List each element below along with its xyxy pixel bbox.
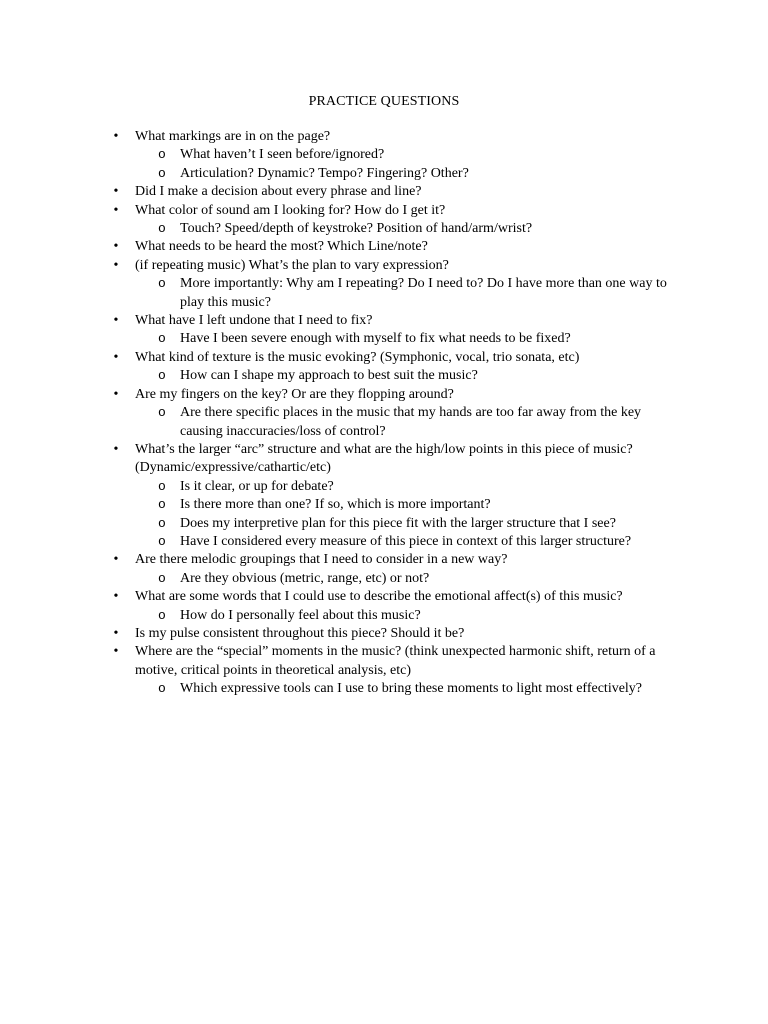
bullet-icon: • — [113, 239, 119, 255]
sub-question-item — [0, 533, 768, 551]
circle-bullet-icon: o — [158, 165, 166, 181]
bullet-icon: • — [113, 625, 119, 641]
circle-bullet-icon: o — [158, 147, 166, 163]
bullet-icon: • — [113, 129, 119, 144]
circle-bullet-icon: o — [158, 405, 166, 421]
question-row — [0, 551, 768, 569]
question-row — [0, 312, 768, 330]
question-row — [0, 625, 768, 643]
bullet-icon: • — [113, 202, 119, 218]
question-row — [0, 128, 768, 146]
bullet-icon: • — [113, 552, 119, 568]
sub-question-item — [0, 570, 768, 588]
sub-question-text: Touch? Speed/depth of keystroke? Position of hand/arm/wrist? — [180, 221, 533, 237]
sub-question-text: Have I been severe enough with myself to fix what needs to be fixed? — [180, 331, 571, 347]
sub-question-text: Are there specific places in the music that my hands are too far away from the key causing inaccuracies/loss of control? — [180, 405, 642, 439]
circle-bullet-icon: o — [158, 533, 166, 549]
sub-question-list — [0, 404, 768, 441]
question-item — [0, 625, 768, 643]
circle-bullet-icon: o — [158, 368, 166, 384]
question-text: What markings are in on the page? — [135, 129, 331, 144]
sub-question-item — [0, 607, 768, 625]
question-item — [0, 202, 768, 239]
sub-question-text: Is there more than one? If so, which is more important? — [180, 497, 491, 513]
sub-question-list — [0, 367, 768, 385]
sub-question-list — [0, 220, 768, 238]
question-row — [0, 257, 768, 275]
question-text: Is my pulse consistent throughout this piece? Should it be? — [135, 625, 465, 641]
sub-question-list — [0, 478, 768, 552]
question-text: Are my fingers on the key? Or are they flopping around? — [135, 386, 454, 402]
question-row — [0, 588, 768, 606]
question-text: What color of sound am I looking for? How do I get it? — [135, 202, 446, 218]
sub-question-item — [0, 496, 768, 514]
question-item — [0, 128, 768, 183]
bullet-icon: • — [113, 441, 119, 457]
question-text: Are there melodic groupings that I need to consider in a new way? — [135, 552, 508, 568]
sub-question-text: Are they obvious (metric, range, etc) or not? — [180, 570, 430, 586]
sub-question-text: Articulation? Dynamic? Tempo? Fingering? Other? — [180, 165, 469, 181]
question-row — [0, 202, 768, 220]
bullet-icon: • — [113, 349, 119, 365]
question-text: What needs to be heard the most? Which Line/note? — [135, 239, 428, 255]
question-text: (if repeating music) What’s the plan to vary expression? — [135, 257, 449, 273]
question-item — [0, 386, 768, 441]
question-row — [0, 643, 768, 680]
bullet-icon: • — [113, 313, 119, 329]
bullet-icon: • — [113, 257, 119, 273]
question-item — [0, 643, 768, 698]
bullet-icon: • — [113, 184, 119, 200]
question-text: What have I left undone that I need to fix? — [135, 313, 373, 329]
question-row — [0, 238, 768, 256]
question-text: Where are the “special” moments in the music? (think unexpected harmonic shift, return of a motive, critical points in theoretical analysis, etc) — [135, 644, 656, 678]
sub-question-list — [0, 680, 768, 698]
sub-question-item — [0, 220, 768, 238]
question-item — [0, 551, 768, 588]
circle-bullet-icon: o — [158, 570, 166, 586]
sub-question-item — [0, 515, 768, 533]
sub-question-list — [0, 570, 768, 588]
bullet-icon: • — [113, 386, 119, 402]
sub-question-text: Does my interpretive plan for this piece fit with the larger structure that I see? — [180, 515, 616, 531]
sub-question-item — [0, 330, 768, 348]
sub-question-text: Is it clear, or up for debate? — [180, 478, 334, 494]
question-text: What are some words that I could use to describe the emotional affect(s) of this music? — [135, 589, 623, 605]
question-item — [0, 183, 768, 201]
sub-question-item — [0, 146, 768, 164]
circle-bullet-icon: o — [158, 681, 166, 697]
question-list — [0, 128, 768, 699]
sub-question-text: How do I personally feel about this music? — [180, 607, 421, 623]
circle-bullet-icon: o — [158, 497, 166, 513]
circle-bullet-icon: o — [158, 221, 166, 237]
bullet-icon: • — [113, 644, 119, 660]
sub-question-item — [0, 680, 768, 698]
question-item — [0, 588, 768, 625]
sub-question-item — [0, 165, 768, 183]
circle-bullet-icon: o — [158, 331, 166, 347]
question-row — [0, 183, 768, 201]
sub-question-list — [0, 275, 768, 312]
question-row — [0, 386, 768, 404]
question-text: What’s the larger “arc” structure and what are the high/low points in this piece of music? (Dynamic/expressive/cathartic/etc) — [135, 441, 633, 476]
question-item — [0, 312, 768, 349]
question-row — [0, 349, 768, 367]
sub-question-item — [0, 275, 768, 312]
circle-bullet-icon: o — [158, 607, 166, 623]
sub-question-text: Have I considered every measure of this piece in context of this larger structure? — [180, 533, 632, 549]
sub-question-text: Which expressive tools can I use to bring these moments to light most effectively? — [180, 681, 643, 697]
circle-bullet-icon: o — [158, 515, 166, 531]
question-text: Did I make a decision about every phrase and line? — [135, 184, 422, 200]
sub-question-list — [0, 330, 768, 348]
question-row — [0, 441, 768, 478]
circle-bullet-icon: o — [158, 276, 166, 292]
question-item — [0, 257, 768, 312]
question-item — [0, 238, 768, 256]
sub-question-item — [0, 478, 768, 496]
sub-question-text: What haven’t I seen before/ignored? — [180, 147, 385, 163]
sub-question-item — [0, 367, 768, 385]
sub-question-item — [0, 404, 768, 441]
question-text: What kind of texture is the music evoking? (Symphonic, vocal, trio sonata, etc) — [135, 349, 580, 365]
question-item — [0, 349, 768, 386]
sub-question-list — [0, 607, 768, 625]
sub-question-text: More importantly: Why am I repeating? Do I need to? Do I have more than one way to play this music? — [180, 276, 667, 310]
question-item — [0, 441, 768, 551]
bullet-icon: • — [113, 589, 119, 605]
page-title: PRACTICE QUESTIONS — [308, 94, 460, 109]
circle-bullet-icon: o — [158, 478, 166, 494]
sub-question-text: How can I shape my approach to best suit the music? — [180, 368, 478, 384]
sub-question-list — [0, 146, 768, 183]
